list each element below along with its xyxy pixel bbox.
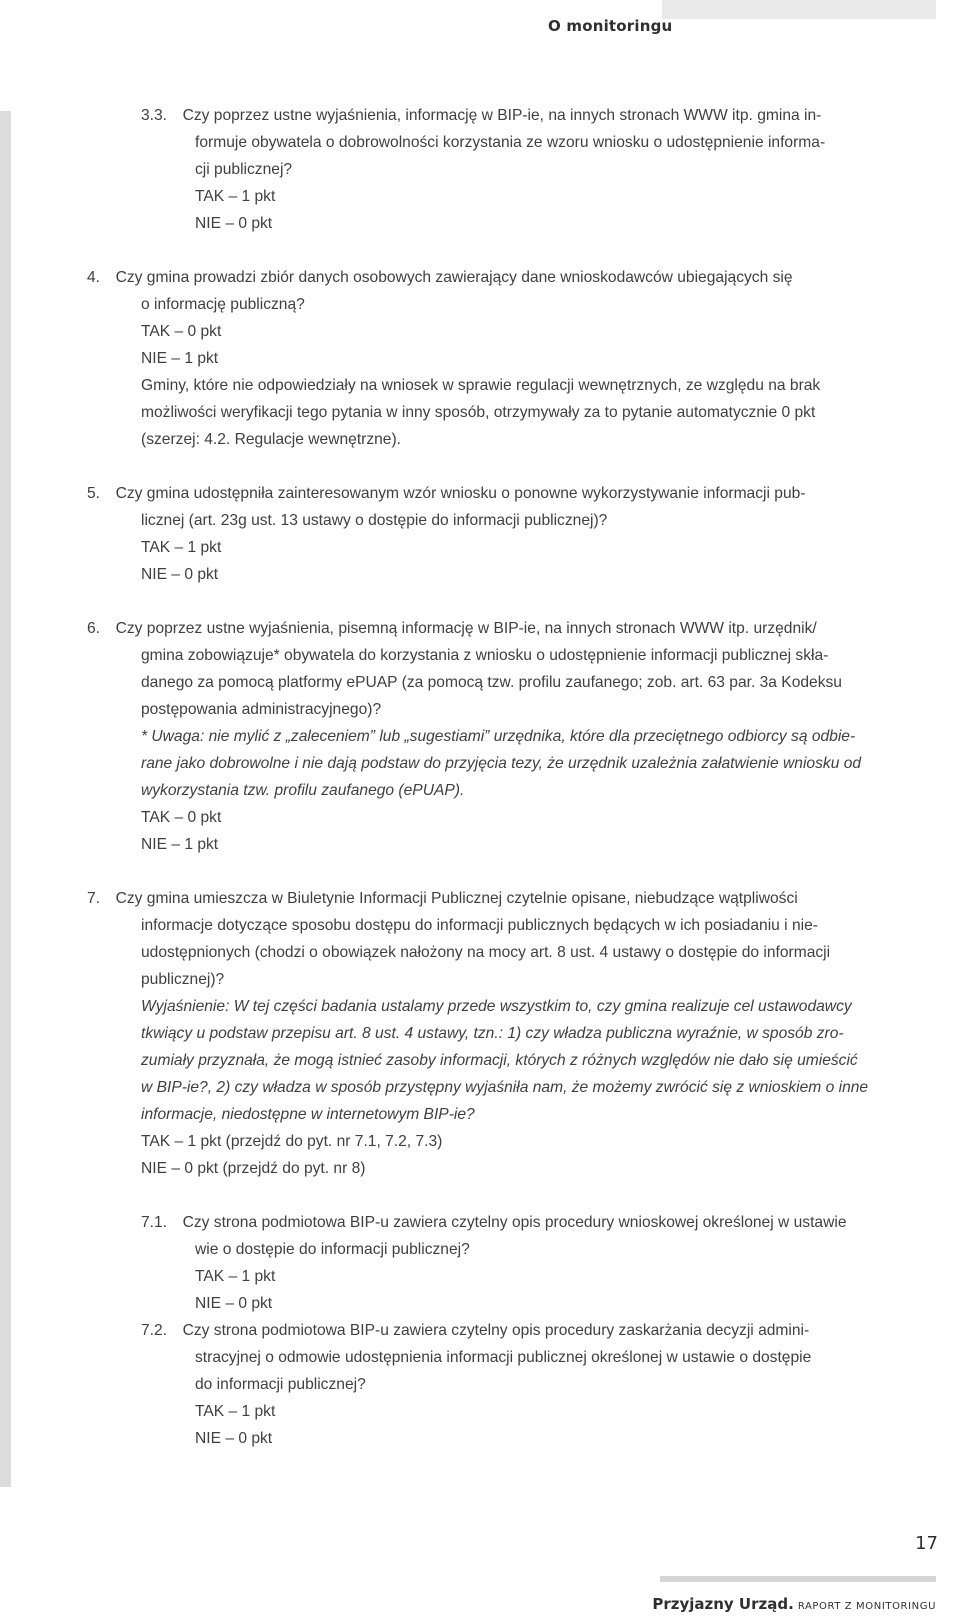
q-7-explanation-4: w BIP-ie?, 2) czy władza w sposób przystępny wyjaśniła nam, że możemy zwrócić się z wnioskiem o inne bbox=[141, 1079, 869, 1096]
q-5-line-2: licznej (art. 23g ust. 13 ustawy o dostępie do informacji publicznej)? bbox=[141, 512, 608, 529]
q-4-note-2: możliwości weryfikacji tego pytania w inny sposób, otrzymywały za to pytanie automatycznie 0 pkt bbox=[141, 404, 816, 421]
q-5-yes: TAK – 1 pkt bbox=[141, 539, 222, 556]
footer-brand: Przyjazny Urząd. bbox=[652, 1595, 794, 1613]
q-7-2-no: NIE – 0 pkt bbox=[195, 1430, 273, 1447]
q-7-1-line-2: wie o dostępie do informacji publicznej? bbox=[195, 1241, 470, 1258]
q-7-line-2: informacje dotyczące sposobu dostępu do informacji publicznych będących w ich posiadaniu i nie- bbox=[141, 917, 818, 934]
q-7-no: NIE – 0 pkt (przejdź do pyt. nr 8) bbox=[141, 1160, 366, 1177]
q-4-line-2: o informację publiczną? bbox=[141, 296, 305, 313]
q-6-line-4: postępowania administracyjnego)? bbox=[141, 701, 382, 718]
q-4-line-1: 4. Czy gmina prowadzi zbiór danych osobowych zawierający dane wnioskodawców ubiegających się bbox=[87, 269, 793, 286]
q-6-remark-2: rane jako dobrowolne i nie dają podstaw do przyjęcia tezy, że urzędnik uzależnia załatwienie wniosku od bbox=[141, 755, 862, 772]
q-7-2-line-1: 7.2. Czy strona podmiotowa BIP-u zawiera czytelny opis procedury zaskarżania decyzji admini- bbox=[141, 1322, 810, 1339]
q-7-line-3: udostępnionych (chodzi o obowiązek nałożony na mocy art. 8 ust. 4 ustawy o dostępie do informacji bbox=[141, 944, 831, 961]
q-7-1-yes: TAK – 1 pkt bbox=[195, 1268, 276, 1285]
q-3-3-yes: TAK – 1 pkt bbox=[195, 188, 276, 205]
footer-tagline: RAPORT Z MONITORINGU bbox=[797, 1601, 936, 1612]
q-7-2-yes: TAK – 1 pkt bbox=[195, 1403, 276, 1420]
q-3-3-line-3: cji publicznej? bbox=[195, 161, 293, 178]
q-4-note-1: Gminy, które nie odpowiedziały na wniosek w sprawie regulacji wewnętrznych, ze względu na brak bbox=[141, 377, 821, 394]
q-6-no: NIE – 1 pkt bbox=[141, 836, 219, 853]
running-header: O monitoringu bbox=[548, 17, 673, 35]
q-6-line-1: 6. Czy poprzez ustne wyjaśnienia, pisemną informację w BIP-ie, na innych stronach WWW itp. urzędnik/ bbox=[87, 620, 817, 637]
margin-decor-bar bbox=[0, 111, 11, 1487]
q-4-note-3: (szerzej: 4.2. Regulacje wewnętrzne). bbox=[141, 431, 402, 448]
q-3-3-no: NIE – 0 pkt bbox=[195, 215, 273, 232]
header-decor-bar bbox=[662, 0, 936, 19]
q-7-explanation-5: informacje, niedostępne w internetowym BIP-ie? bbox=[141, 1106, 475, 1123]
q-7-explanation-1: Wyjaśnienie: W tej części badania ustalamy przede wszystkim to, czy gmina realizuje cel ustawodawcy bbox=[141, 998, 852, 1015]
q-6-line-3: danego za pomocą platformy ePUAP (za pomocą tzw. profilu zaufanego; zob. art. 63 par. 3a Kodeksu bbox=[141, 674, 842, 691]
q-7-2-line-2: stracyjnej o odmowie udostępnienia informacji publicznej określonej w ustawie o dostępie bbox=[195, 1349, 812, 1366]
footer-decor-bar bbox=[660, 1576, 936, 1582]
q-7-yes: TAK – 1 pkt (przejdź do pyt. nr 7.1, 7.2, 7.3) bbox=[141, 1133, 443, 1150]
q-7-2-line-3: do informacji publicznej? bbox=[195, 1376, 366, 1393]
q-3-3-line-2: formuje obywatela o dobrowolności korzystania ze wzoru wniosku o udostępnienie informa- bbox=[195, 134, 826, 151]
q-4-no: NIE – 1 pkt bbox=[141, 350, 219, 367]
q-5-line-1: 5. Czy gmina udostępniła zainteresowanym wzór wniosku o ponowne wykorzystywanie informacji pub- bbox=[87, 485, 806, 502]
q-3-3-line-1: 3.3. Czy poprzez ustne wyjaśnienia, informację w BIP-ie, na innych stronach WWW itp. gmina in- bbox=[141, 107, 822, 124]
q-7-line-1: 7. Czy gmina umieszcza w Biuletynie Informacji Publicznej czytelnie opisane, niebudzące wątpliwości bbox=[87, 890, 798, 907]
q-6-yes: TAK – 0 pkt bbox=[141, 809, 222, 826]
q-5-no: NIE – 0 pkt bbox=[141, 566, 219, 583]
q-7-1-no: NIE – 0 pkt bbox=[195, 1295, 273, 1312]
q-6-line-2: gmina zobowiązuje* obywatela do korzystania z wniosku o udostępnienie informacji publicznej skła- bbox=[141, 647, 829, 664]
page-number: 17 bbox=[915, 1533, 938, 1554]
q-6-remark-1: * Uwaga: nie mylić z „zaleceniem” lub „sugestiami” urzędnika, które dla przeciętnego odbiorcy są odbie- bbox=[141, 728, 856, 745]
q-4-yes: TAK – 0 pkt bbox=[141, 323, 222, 340]
q-7-explanation-2: tkwiący u podstaw przepisu art. 8 ust. 4 ustawy, tzn.: 1) czy władza publiczna wyraźnie, w sposób zro- bbox=[141, 1025, 844, 1042]
footer bbox=[652, 1594, 936, 1613]
q-7-explanation-3: zumiały przyznała, że mogą istnieć zasoby informacji, których z różnych względów nie dało się umieścić bbox=[141, 1052, 858, 1069]
q-7-1-line-1: 7.1. Czy strona podmiotowa BIP-u zawiera czytelny opis procedury wnioskowej określonej w ustawie bbox=[141, 1214, 847, 1231]
q-6-remark-3: wykorzystania tzw. profilu zaufanego (ePUAP). bbox=[141, 782, 465, 799]
q-7-line-4: publicznej)? bbox=[141, 971, 225, 988]
